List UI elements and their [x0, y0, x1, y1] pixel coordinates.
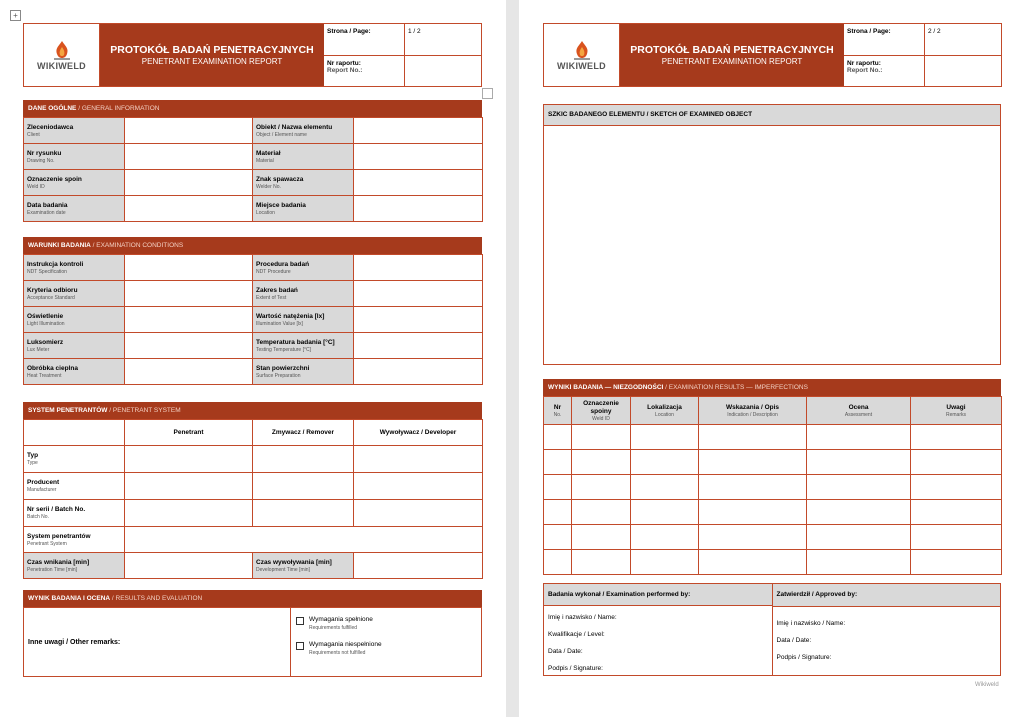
lux-meter-label: Luksomierz Lux Meter [24, 333, 125, 359]
page-label: Strona / Page: [844, 24, 925, 55]
results-evaluation-box [23, 607, 482, 677]
temperature-field[interactable] [354, 333, 483, 359]
flame-logo-icon [571, 40, 593, 60]
sketch-header: SZKIC BADANEGO ELEMENTU / SKETCH OF EXAMINED OBJECT [543, 104, 1001, 126]
report-no-label: Nr raportu: Report No.: [324, 56, 405, 87]
requirements-not-fulfilled-option[interactable]: Wymagania niespełnione Requirements not fulfilled [296, 641, 476, 656]
results-evaluation-header: WYNIK BADANIA I OCENA / RESULTS AND EVALUATION [23, 590, 482, 607]
report-no-value[interactable] [925, 56, 1001, 87]
performed-by-title: Badania wykonał / Examination performed by: [544, 584, 772, 606]
penetrant-system-header: SYSTEM PENETRANTÓW / PENETRANT SYSTEM [23, 402, 482, 419]
not-fulfilled-checkbox[interactable] [296, 642, 304, 650]
page-gap [506, 0, 519, 717]
type-remover-field[interactable] [253, 446, 354, 473]
header-meta [844, 24, 1001, 86]
performed-signature-field[interactable]: Podpis / Signature: [548, 665, 603, 672]
col-developer: Wywoływacz / Developer [354, 420, 483, 446]
drawing-no-field[interactable] [125, 144, 253, 170]
development-time-field[interactable] [354, 553, 483, 579]
type-developer-field[interactable] [354, 446, 483, 473]
col-weld-id: Oznaczenie spoiny Weld ID [572, 397, 631, 425]
page-value[interactable]: 2 / 2 [928, 28, 941, 35]
development-time-label: Czas wywoływania [min] Development Time [min] [253, 553, 354, 579]
extent-label: Zakres badań Extent of Test [253, 281, 354, 307]
manufacturer-remover-field[interactable] [253, 473, 354, 500]
acceptance-label: Kryteria odbioru Acceptance Standard [24, 281, 125, 307]
penetration-time-label: Czas wnikania [min] Penetration Time [min] [24, 553, 125, 579]
report-no-label: Nr raportu: Report No.: [844, 56, 925, 87]
client-field[interactable] [125, 118, 253, 144]
imperfections-table [543, 396, 1002, 575]
ndt-procedure-field[interactable] [354, 255, 483, 281]
object-label: Obiekt / Nazwa elementu Object / Element name [253, 118, 354, 144]
performed-level-field[interactable]: Kwalifikacje / Level: [548, 631, 605, 638]
general-info-header: DANE OGÓLNE / GENERAL INFORMATION [23, 100, 482, 117]
table-move-handle-icon[interactable]: + [10, 10, 21, 21]
logo-word: WIKIWELD [37, 60, 86, 71]
col-assessment: Ocena Assessment [807, 397, 911, 425]
welder-no-field[interactable] [354, 170, 483, 196]
extent-field[interactable] [354, 281, 483, 307]
title-pl: PROTOKÓŁ BADAŃ PENETRACYJNYCH [630, 44, 834, 56]
illumination-value-field[interactable] [354, 307, 483, 333]
page-label: Strona / Page: [324, 24, 405, 55]
fulfilled-checkbox[interactable] [296, 617, 304, 625]
general-info-table [23, 117, 483, 222]
wikiweld-logo [24, 24, 100, 86]
penetrant-system-table [23, 419, 483, 579]
logo-word: WIKIWELD [557, 60, 606, 71]
batch-no-label: Nr serii / Batch No. Batch No. [24, 500, 125, 527]
report-header-page1 [23, 23, 482, 87]
approved-by-title: Zatwierdził / Approved by: [773, 584, 1001, 607]
type-penetrant-field[interactable] [125, 446, 253, 473]
batch-developer-field[interactable] [354, 500, 483, 527]
manufacturer-developer-field[interactable] [354, 473, 483, 500]
report-no-value[interactable] [405, 56, 481, 87]
imperfections-header-row [544, 397, 1002, 425]
location-field[interactable] [354, 196, 483, 222]
batch-penetrant-field[interactable] [125, 500, 253, 527]
col-indication: Wskazania / Opis Indication / Description [699, 397, 807, 425]
requirements-fulfilled-option[interactable]: Wymagania spełnione Requirements fulfilled [296, 616, 476, 631]
penetration-time-field[interactable] [125, 553, 253, 579]
heat-treatment-field[interactable] [125, 359, 253, 385]
table-row [544, 475, 1002, 500]
imperfections-header: WYNIKI BADANIA — NIEZGODNOŚCI / EXAMINATION RESULTS — IMPERFECTIONS [543, 379, 1001, 396]
table-row [544, 550, 1002, 575]
approved-signature-field[interactable]: Podpis / Signature: [776, 654, 832, 661]
acceptance-field[interactable] [125, 281, 253, 307]
title-en: PENETRANT EXAMINATION REPORT [141, 57, 283, 66]
approved-by-column [772, 584, 1001, 675]
requirements-checks [291, 608, 481, 676]
manufacturer-penetrant-field[interactable] [125, 473, 253, 500]
approved-date-field[interactable]: Data / Date: [776, 637, 812, 644]
report-title [100, 24, 324, 86]
approved-name-field[interactable]: Imię i nazwisko / Name: [776, 620, 846, 627]
drawing-no-label: Nr rysunku Drawing No. [24, 144, 125, 170]
header-meta [324, 24, 481, 86]
table-row [544, 525, 1002, 550]
ndt-procedure-label: Procedura badań NDT Procedure [253, 255, 354, 281]
exam-date-field[interactable] [125, 196, 253, 222]
ndt-spec-label: Instrukcja kontroli NDT Specification [24, 255, 125, 281]
material-label: Materiał Material [253, 144, 354, 170]
page-value[interactable]: 1 / 2 [408, 28, 421, 35]
material-field[interactable] [354, 144, 483, 170]
table-row [544, 500, 1002, 525]
other-remarks-label[interactable]: Inne uwagi / Other remarks: [24, 608, 291, 676]
weld-id-field[interactable] [125, 170, 253, 196]
illumination-value-label: Wartość natężenia [lx] Illumination Value [lx] [253, 307, 354, 333]
temperature-label: Temperatura badania [°C] Testing Temperature [°C] [253, 333, 354, 359]
col-no: Nr No. [544, 397, 572, 425]
performed-by-column [544, 584, 772, 675]
wikiweld-logo [544, 24, 620, 86]
illumination-field[interactable] [125, 307, 253, 333]
exam-date-label: Data badania Examination date [24, 196, 125, 222]
col-penetrant: Penetrant [125, 420, 253, 446]
performed-date-field[interactable]: Data / Date: [548, 648, 583, 655]
object-field[interactable] [354, 118, 483, 144]
surface-prep-label: Stan powierzchni Surface Preparation [253, 359, 354, 385]
type-label: Typ Type [24, 446, 125, 473]
report-header-page2 [543, 23, 1002, 87]
col-remarks: Uwagi Remarks [911, 397, 1002, 425]
system-corner-cell [24, 420, 125, 446]
manufacturer-label: Producent Manufacturer [24, 473, 125, 500]
welder-no-label: Znak spawacza Welder No. [253, 170, 354, 196]
performed-name-field[interactable]: Imię i nazwisko / Name: [548, 614, 617, 621]
title-pl: PROTOKÓŁ BADAŃ PENETRACYJNYCH [110, 44, 314, 56]
penetrant-system-field[interactable] [125, 527, 483, 553]
table-row [544, 450, 1002, 475]
footer-brand: Wikiweld [975, 682, 999, 688]
client-label: Zleceniodawca Client [24, 118, 125, 144]
signatures-box [543, 583, 1001, 676]
sketch-area[interactable] [543, 125, 1001, 365]
flame-logo-icon [51, 40, 73, 60]
penetrant-system-label: System penetrantów Penetrant System [24, 527, 125, 553]
lux-meter-field[interactable] [125, 333, 253, 359]
weld-id-label: Oznaczenie spoin Weld ID [24, 170, 125, 196]
batch-remover-field[interactable] [253, 500, 354, 527]
heat-treatment-label: Obróbka cieplna Heat Treatment [24, 359, 125, 385]
ndt-spec-field[interactable] [125, 255, 253, 281]
conditions-table [23, 254, 483, 385]
conditions-header: WARUNKI BADANIA / EXAMINATION CONDITIONS [23, 237, 482, 254]
col-location: Lokalizacja Location [631, 397, 699, 425]
col-remover: Zmywacz / Remover [253, 420, 354, 446]
illumination-label: Oświetlenie Light Illumination [24, 307, 125, 333]
location-label: Miejsce badania Location [253, 196, 354, 222]
surface-prep-field[interactable] [354, 359, 483, 385]
table-row [544, 425, 1002, 450]
table-resize-handle[interactable] [482, 88, 493, 99]
title-en: PENETRANT EXAMINATION REPORT [661, 57, 803, 66]
report-title [620, 24, 844, 86]
